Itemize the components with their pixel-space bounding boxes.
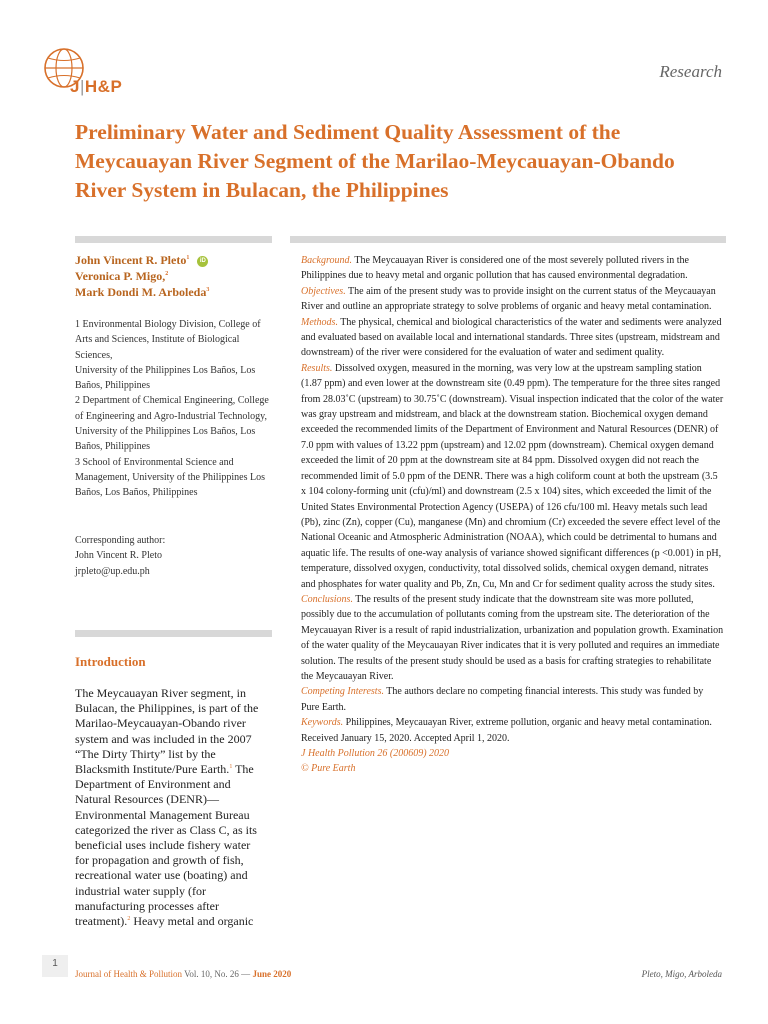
abstract — [301, 253, 724, 777]
author-2: Veronica P. Migo,$^2$ — [75, 269, 169, 283]
affiliation-1-cont: University of the Philippines Los Baños, Los Baños, Philippines — [75, 364, 256, 392]
footer-authors: Pleto, Migo, Arboleda — [641, 969, 722, 979]
orcid-icon[interactable]: iD — [197, 256, 208, 267]
received-accepted-dates: Received January 15, 2020. Accepted April 1, 2020. — [301, 732, 510, 744]
author-3: Mark Dondi M. Arboleda$^3$ — [75, 285, 210, 299]
journal-logo-text: J|H&P — [70, 77, 123, 96]
divider-bar-left — [75, 236, 272, 243]
corresponding-email[interactable]: jrpleto@up.edu.ph — [75, 565, 150, 577]
divider-bar-intro — [75, 630, 272, 637]
reference-1[interactable]: 1 — [229, 764, 233, 771]
abstract-results: Results. Dissolved oxygen, measured in the morning, was very low at the upstream sampling station (1.87 ppm) and even lower at the downstream site (0.49 ppm). The temperature for the three sites ranged from 28.03˚C (upstream) to 30.75˚C (downstream). Visual inspection indicated that the color of the water was gray upstream and midstream, and black at the downstream station. Biochemical oxygen demand exceeded the recommended limits of the Department of Environment and Natural Resources (DENR) of 7.0 ppm with values of 13.22 ppm (upstream) and 12.02 ppm (downstream). Chemical oxygen demand exceeded the limit of 20 ppm at the downstream site at 84 ppm. Dissolved oxygen did not reach the recommended limit of 5.0 ppm of the DENR. There was a high coliform count at both the upstream (3.5 x 104 colony-forming unit (cfu)/ml) and downstream (2.5 x 104) sites, which exceeded the limit of the United States Environmental Protection Agency (USEPA) of 126 cfu/100 ml. Heavy metals such lead (Pb), zinc (Zn), copper (Cu), manganese (Mn) and chromium (Cr) exceeded the severe effect level of the National Oceanic and Atmospheric Administration (NOAA), which could be detrimental to humans and aquatic life. The results of one-way analysis of variance showed significant differences (p <0.001) in pH, temperature, dissolved oxygen, conductivity, total dissolved solids, chemical oxygen demand, nitrates and phosphates for water quality and Pb, Zn, Cu, Mn and Cr for sediment quality across the study sites. — [301, 362, 724, 590]
abstract-competing-interests: Competing Interests. The authors declare no competing financial interests. This study was funded by Pure Earth. — [301, 686, 704, 713]
introduction-text: The Meycauayan River segment, in Bulacan, the Philippines, is part of the Marilao-Meycauayan-Obando river system and was included in the 2007 “The Dirty Thirty” list by the Blacksmith Institute/Pure Earth.$^1$ The Department of Environment and Natural Resources (DENR)—Environmental Management Bureau categorized the river as Class C, as its beneficial uses include fishery water for propagation and growth of fish, recreational water use (boating) and industrial water supply (for manufacturing processes after treatment).$^2$ Heavy metal and organic — [75, 686, 259, 929]
section-label: Research — [659, 62, 722, 81]
page-number: 1 — [42, 955, 68, 977]
abstract-keywords: Keywords. Philippines, Meycauayan River, extreme pollution, organic and heavy metal contamination. — [301, 717, 712, 729]
affiliation-list — [75, 317, 275, 501]
author-1: John Vincent R. Pleto$^1$ iD — [75, 252, 275, 268]
affiliation-1: 1 Environmental Biology Division, College of Arts and Sciences, Institute of Biological Sciences, — [75, 319, 261, 361]
affiliation-2: 2 Department of Chemical Engineering, College of Engineering and Agro-Industrial Technology, University of the Philippines Los Baños, Los Baños, Philippines — [75, 395, 269, 453]
copyright: © Pure Earth — [301, 763, 356, 775]
reference-2[interactable]: 2 — [127, 916, 131, 923]
corresponding-name: John Vincent R. Pleto — [75, 550, 162, 562]
abstract-objectives: Objectives. The aim of the present study was to provide insight on the current status of the Meycauayan River and outline an appropriate strategy to solve problems of organic and heavy metal contamination. — [301, 285, 716, 313]
affiliation-3: 3 School of Environmental Science and Management, University of the Philippines Los Baños, Los Baños, Philippines — [75, 456, 265, 499]
corresponding-author — [75, 533, 275, 579]
author-list — [75, 252, 275, 300]
citation: J Health Pollution 26 (200609) 2020 — [301, 748, 450, 759]
abstract-conclusions: Conclusions. The results of the present study indicate that the downstream site was more polluted, possibly due to the accumulation of pollutants coming from the upstream site. The deterioration of the Meycauayan River is a result of rapid industrialization, urbanization and population growth. Examination of the water quality of the Meycauayan River indicates that it is very polluted and requires an immediate solution. The results of the present study should be used as a basis for crafting strategies to rehabilitate the Meycauayan River. — [301, 593, 724, 682]
abstract-methods: Methods. The physical, chemical and biological characteristics of the water and sediments were analyzed and evaluated based on available local and international standards. Three sites (upstream, midstream and downstream) of the river were considered for the evaluation of water and sediment quality. — [301, 316, 722, 359]
introduction-heading: Introduction — [75, 654, 146, 669]
footer-journal: Journal of Health & Pollution Vol. 10, No. 26 — June 2020 — [75, 969, 292, 979]
article-title: Preliminary Water and Sediment Quality Assessment of the Meycauayan River Segment of the Marilao-Meycauayan-Obando River System in Bulacan, the Philippines — [75, 120, 675, 202]
corresponding-label: Corresponding author: — [75, 535, 166, 546]
divider-bar-right — [290, 236, 726, 243]
abstract-background: Background. The Meycauayan River is considered one of the most severely polluted rivers in the Philippines due to heavy metal and organic pollution that has caused environmental degradation. — [301, 255, 689, 282]
